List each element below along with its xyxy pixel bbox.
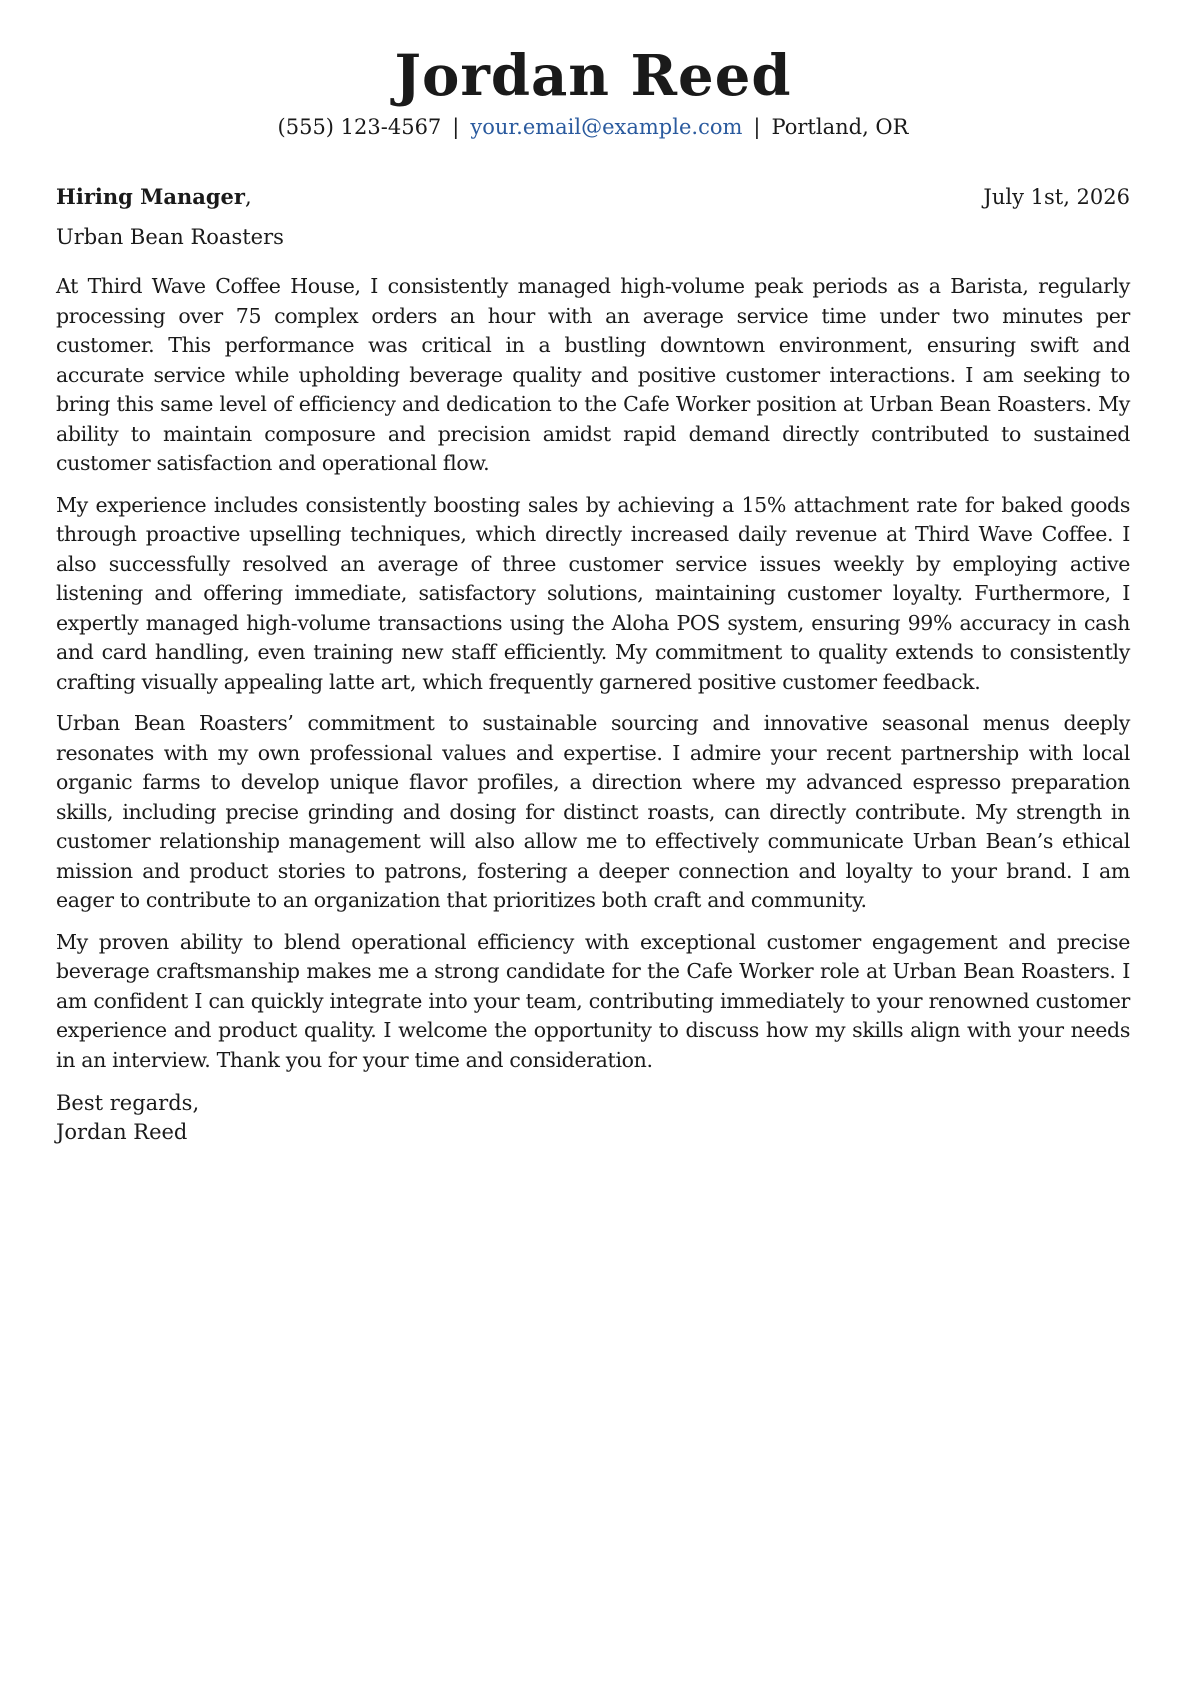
cover-letter-page	[56, 0, 1130, 1147]
contact-line	[56, 112, 1130, 142]
body-paragraph: My proven ability to blend operational efficiency with exceptional customer engagement and precise beverage craftsmanship makes me a strong candidate for the Cafe Worker role at Urban Bean Roasters. I am confident I can quickly integrate into your team, contributing immediately to your renowned customer experience and product quality. I welcome the opportunity to discuss how my skills align with your needs in an interview. Thank you for your time and consideration.	[56, 929, 1130, 1072]
body-paragraph: Urban Bean Roasters’ commitment to sustainable sourcing and innovative seasonal menus deeply resonates with my own professional values and expertise. I admire your recent partnership with local organic farms to develop unique flavor profiles, a direction where my advanced espresso preparation skills, including precise grinding and dosing for distinct roasts, can directly contribute. My strength in customer relationship management will also allow me to effectively communicate Urban Bean’s ethical mission and product stories to patrons, fostering a deeper connection and loyalty to your brand. I am eager to contribute to an organization that prioritizes both craft and community.	[56, 711, 1130, 912]
signoff: Best regards,	[56, 1091, 200, 1115]
salutation	[56, 182, 252, 212]
letter-body	[56, 272, 1130, 1075]
salutation-punct: ,	[244, 185, 252, 209]
location: Portland, OR	[771, 115, 909, 139]
body-paragraph: My experience includes consistently boosting sales by achieving a 15% attachment rate for baked goods through proactive upselling techniques, which directly increased daily revenue at Third Wave Coffee. I also successfully resolved an average of three customer service issues weekly by employing active listening and offering immediate, satisfactory solutions, maintaining customer loyalty. Furthermore, I expertly managed high-volume transactions using the Aloha POS system, ensuring 99% accuracy in cash and card handling, even training new staff efficiently. My commitment to quality extends to consistently crafting visually appealing latte art, which frequently garnered positive customer feedback.	[56, 492, 1130, 694]
closing-block	[56, 1089, 1130, 1147]
applicant-name: Jordan Reed	[394, 43, 792, 109]
email-link[interactable]: your.email@example.com	[470, 115, 743, 139]
contact-separator: |	[753, 115, 761, 139]
letter-date: July 1st, 2026	[983, 185, 1130, 209]
salutation-date-row	[56, 182, 1130, 212]
phone-number: (555) 123-4567	[277, 115, 442, 139]
contact-separator: |	[452, 115, 460, 139]
body-paragraph: At Third Wave Coffee House, I consistently managed high-volume peak periods as a Barista, regularly processing over 75 complex orders an hour with an average service time under two minutes per customer. This performance was critical in a bustling downtown environment, ensuring swift and accurate service while upholding beverage quality and positive customer interactions. I am seeking to bring this same level of efficiency and dedication to the Cafe Worker position at Urban Bean Roasters. My ability to maintain composure and precision amidst rapid demand directly contributed to sustained customer satisfaction and operational flow.	[56, 274, 1130, 475]
recipient-name: Hiring Manager	[56, 184, 245, 209]
recipient-company: Urban Bean Roasters	[56, 225, 284, 249]
signature-name: Jordan Reed	[56, 1120, 188, 1144]
